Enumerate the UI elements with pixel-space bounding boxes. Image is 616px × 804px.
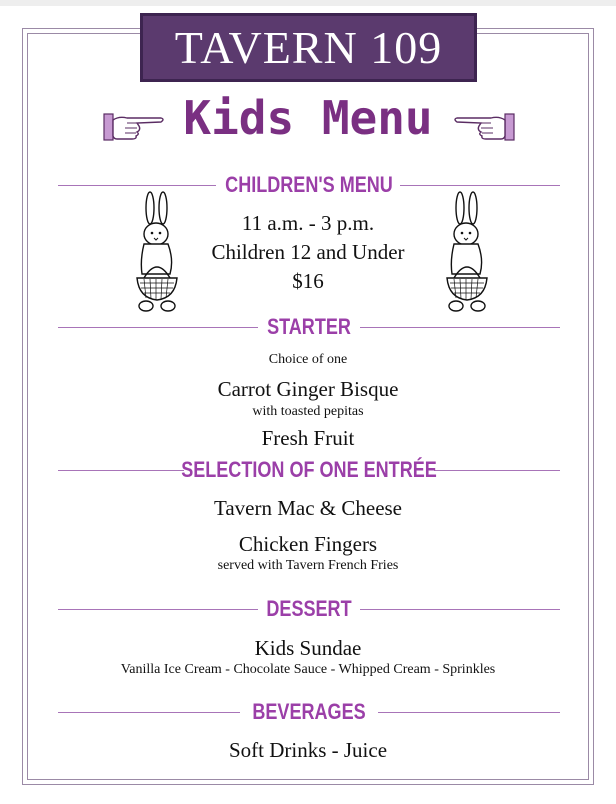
starter-note: Choice of one xyxy=(268,352,348,367)
section-heading: STARTER xyxy=(267,314,351,339)
section-entree xyxy=(58,455,560,485)
section-heading: BEVERAGES xyxy=(252,699,366,724)
section-dessert xyxy=(58,594,560,624)
starter-item: Carrot Ginger Bisque xyxy=(217,377,399,401)
pointing-hand-left-icon xyxy=(451,108,515,142)
starter-item-description: with toasted pepitas xyxy=(252,404,364,419)
age-eligibility: Children 12 and Under xyxy=(211,240,405,264)
service-hours: 11 a.m. - 3 p.m. xyxy=(241,211,375,235)
section-beverages xyxy=(58,697,560,727)
beverage-item: Soft Drinks - Juice xyxy=(228,738,388,762)
menu-price: $16 xyxy=(292,269,324,293)
starter-item: Fresh Fruit xyxy=(261,426,355,450)
section-heading: CHILDREN'S MENU xyxy=(225,172,393,197)
entree-item: Tavern Mac & Cheese xyxy=(213,496,403,520)
menu-subtitle: Kids Menu xyxy=(183,91,433,145)
restaurant-title: TAVERN 109 xyxy=(140,13,477,82)
entree-item-description: served with Tavern French Fries xyxy=(217,558,399,573)
section-heading: SELECTION OF ONE ENTRÉE xyxy=(181,457,437,482)
dessert-item: Kids Sundae xyxy=(254,636,362,660)
dessert-item-description: Vanilla Ice Cream - Chocolate Sauce - Whipped Cream - Sprinkles xyxy=(120,662,496,677)
top-bar xyxy=(0,0,616,6)
section-heading: DESSERT xyxy=(266,596,352,621)
section-starter xyxy=(58,312,560,342)
entree-item: Chicken Fingers xyxy=(238,532,378,556)
